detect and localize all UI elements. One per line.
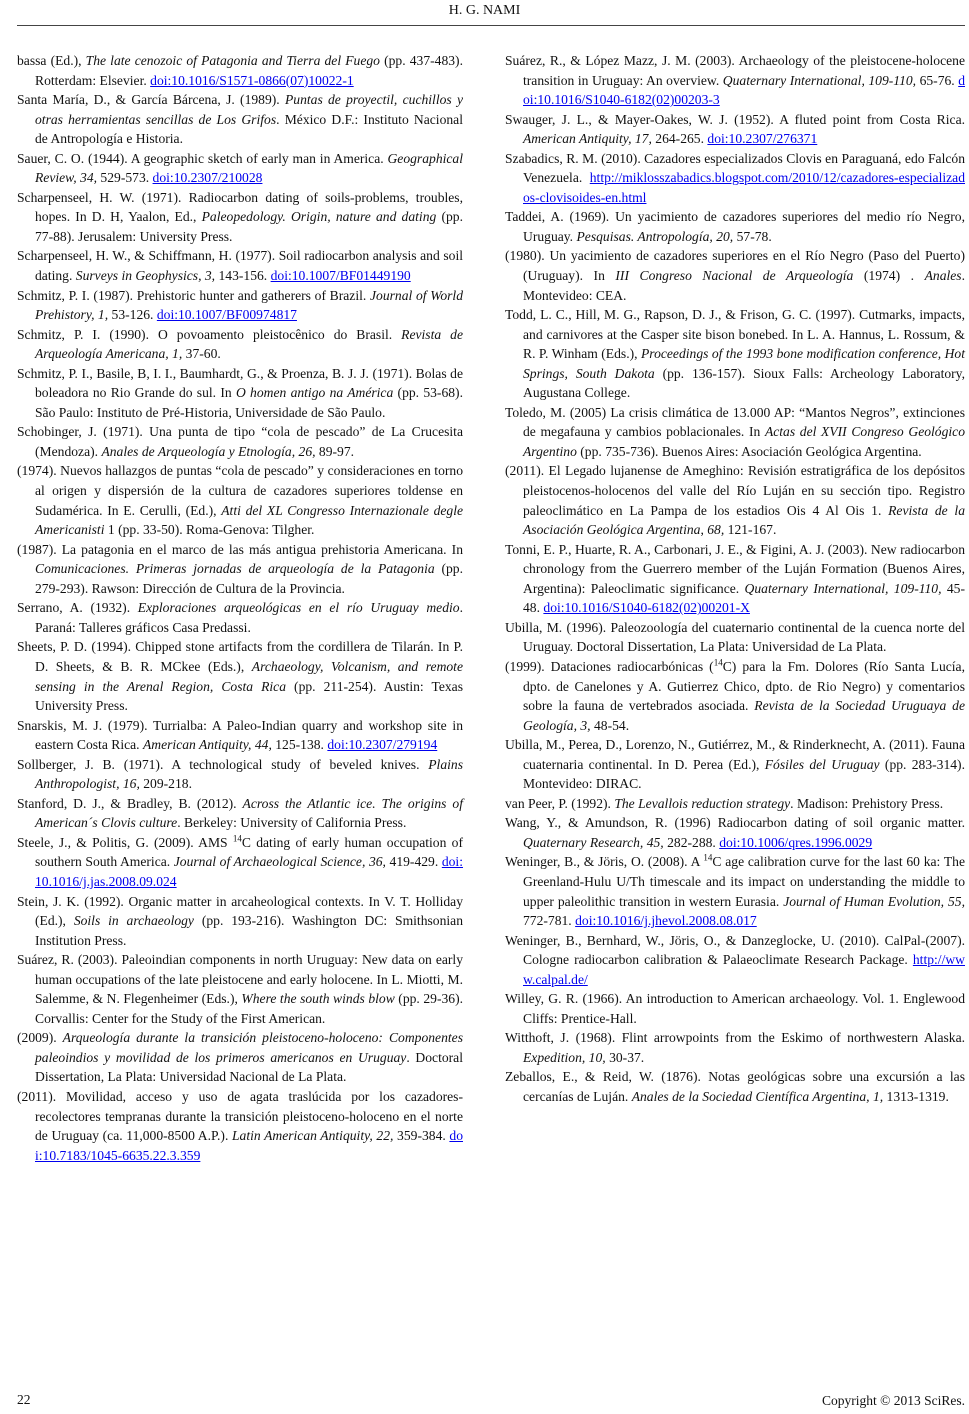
reference-text: 45-48. <box>523 580 965 616</box>
reference-text: . México D.F.: Instituto Nacional de Antropología e Historia. <box>35 111 463 147</box>
reference-title-italic: Revista de Arqueología Americana, 1, <box>35 326 463 362</box>
reference-entry <box>17 950 463 1028</box>
reference-entry <box>17 188 463 247</box>
reference-link[interactable]: http://miklosszabadics.blogspot.com/2010/12/cazadores-especializados-clovisoides-en.html <box>523 170 965 205</box>
reference-title-italic: Plains Anthropologist, 16, <box>35 756 463 792</box>
reference-text: Scharpenseel, H. W., & Schiffmann, H. (1977). Soil radiocarbon analysis and soil dating. <box>17 248 463 284</box>
reference-text: Sheets, P. D. (1994). Chipped stone artifacts from the cordillera de Tilarán. In P. D. Sheets, & B. R. MCkee (Eds.), <box>17 639 463 674</box>
reference-title-italic: Soils in archaeology <box>73 913 194 929</box>
reference-title-italic: Geographical Review, 34, <box>35 150 463 186</box>
reference-text: 121-167. <box>724 522 777 538</box>
reference-entry <box>17 637 463 715</box>
reference-text: bassa (Ed.), <box>17 53 86 68</box>
superscript: 14 <box>703 852 713 863</box>
reference-entry <box>505 852 965 930</box>
reference-text: Witthoft, J. (1968). Flint arrowpoints from the Eskimo of northwestern Alaska. <box>505 1030 965 1046</box>
reference-text: Wang, Y., & Amundson, R. (1996) Radiocarbon dating of soil organic matter. <box>505 815 965 831</box>
reference-text: van Peer, P. (1992). <box>505 795 615 811</box>
reference-title-italic: Actas del XVII Congreso Geológico Argentino <box>523 424 966 459</box>
reference-entry <box>17 716 463 755</box>
reference-text: (1974). Nuevos hallazgos de puntas “cola de pescado” y consideraciones en torno al origen y dispersión de la cultura de cazadores superiores toldense en Sudamérica. In E. Cerulli, (Ed.), <box>17 463 463 518</box>
reference-link[interactable]: http://www.calpal.de/ <box>523 952 965 987</box>
reference-text: Stein, J. K. (1992). Organic matter in arcaheological contexts. In V. T. Holliday (Ed.), <box>17 893 463 929</box>
reference-title-italic: Journal of World Prehistory, 1, <box>35 287 464 323</box>
reference-text: (2011). El Legado lujanense de Ameghino: Revisión estratigráfica de los depósitos pleistocenos-holocenos del valle del Río Luján en su sección tipo. Registro paleoclimático en La Pampa de los estadios Ois 4 Al Ois 1. <box>505 463 965 518</box>
reference-text: (pp. 53-68). São Paulo: Instituto de Pré-Historia, Universidade de São Paulo. <box>35 385 463 420</box>
reference-title-italic: Comunicaciones. Primeras jornadas de arqueología de la Patagonia <box>35 561 435 577</box>
reference-title-italic: O homen antigo na América <box>235 385 394 401</box>
reference-text: C age calibration curve for the last 60 ka: The Greenland-Hulu U/Th timescale and its impact on understanding the middle to upper paleolithic transition in western Eurasia. <box>523 854 965 909</box>
reference-link[interactable]: doi:10.1016/S1040-6182(02)00203-3 <box>523 72 966 108</box>
reference-title-italic: Across the Atlantic ice. The origins of American´s Clovis culture <box>35 795 464 831</box>
reference-entry <box>505 989 965 1028</box>
reference-text: Stanford, D. J., & Bradley, B. (2012). <box>17 795 243 811</box>
reference-entry <box>17 892 463 951</box>
reference-text: Ubilla, M. (1996). Paleozoología del cuaternario continental de la cuenca norte del Uruguay. Doctoral Dissertation, La Plata: Universidad de La Plata. <box>505 619 965 655</box>
reference-text: Snarskis, M. J. (1979). Turrialba: A Paleo-Indian quarry and workshop site in eastern Costa Rica. <box>17 717 463 753</box>
reference-text: Szabadics, R. M. (2010). Cazadores especializados Clovis en Paraguaná, edo Falcón Venezuela. <box>505 150 965 186</box>
reference-entry <box>17 833 463 892</box>
reference-text: (1999). Dataciones radiocarbónicas ( <box>505 658 714 674</box>
reference-title-italic: The late cenozoic of Patagonia and Tierra del Fuego <box>85 53 380 68</box>
reference-text: Toledo, M. (2005) La crisis climática de 13.000 AP: “Mantos Negros”, extinciones de megafauna y cambios poblacionales. In <box>505 404 965 440</box>
reference-link[interactable]: doi:10.1007/BF00974817 <box>156 307 297 323</box>
reference-text: Schmitz, P. I., Basile, B, I. I., Baumhardt, G., & Proenza, B. J. J. (1971). Bolas de boleadora no Rio Grande do sul. In <box>17 365 463 401</box>
reference-text: 48-54. <box>590 717 630 733</box>
reference-title-italic: Arqueología durante la transición pleistoceno-holoceno: Componentes paleoindios y movilidad de los primeros americanos en Uruguay <box>35 1030 463 1065</box>
copyright-notice: Copyright © 2013 SciRes. <box>821 1393 965 1408</box>
reference-title-italic: Where the south winds blow <box>241 991 395 1007</box>
reference-text: (pp. 77-88). Jerusalem: University Press. <box>35 209 463 244</box>
reference-text: (pp. 437-483). Rotterdam: Elsevier. <box>35 53 463 88</box>
reference-title-italic: Pesquisas. Antropología, 20, <box>576 228 734 244</box>
reference-text: 125-138. <box>271 737 328 753</box>
reference-text: Weninger, B., & Jöris, O. (2008). A <box>505 854 704 870</box>
references-right-column <box>505 51 965 1107</box>
reference-text: (2009). <box>17 1030 63 1046</box>
reference-text: 529-573. <box>97 170 153 186</box>
reference-entry <box>17 286 463 325</box>
reference-entry <box>17 755 463 794</box>
reference-entry <box>505 207 965 246</box>
superscript: 14 <box>232 833 242 844</box>
reference-title-italic: Atti del XL Congresso Internazionale degle Americanisti <box>35 502 464 538</box>
reference-entry <box>505 51 965 110</box>
reference-text: . Paraná: Talleres gráficos Casa Predassi. <box>35 600 463 635</box>
reference-text: C) para la Fm. Dolores (Río Santa Lucía, dpto. de Canelones y A. Gutierrez Chico, dpto. de Rio Negro) y comentarios sobre la fauna de vertebrados asociada. <box>523 658 965 714</box>
reference-entry <box>17 246 463 285</box>
page-number: 22 <box>17 1392 31 1407</box>
reference-entry <box>17 794 463 833</box>
reference-text: 264-265. <box>651 131 708 147</box>
reference-entry <box>17 1087 463 1165</box>
reference-text: Schobinger, J. (1971). Una punta de tipo “cola de pescado” de La Crucesita (Mendoza). <box>17 424 463 459</box>
reference-title-italic: Anales <box>924 268 962 284</box>
reference-entry <box>17 598 463 637</box>
reference-link[interactable]: doi:10.1016/S1040-6182(02)00201-X <box>543 600 750 616</box>
reference-text: 65-76. <box>916 72 959 88</box>
reference-text: Schmitz, P. I. (1990). O povoamento pleistocênico do Brasil. <box>17 326 402 342</box>
reference-title-italic: American Antiquity, 44, <box>142 737 272 753</box>
reference-text: 359-384. <box>393 1128 450 1144</box>
reference-title-italic: Expedition, 10, <box>523 1049 606 1065</box>
reference-text: Suárez, R., & López Mazz, J. M. (2003). Archaeology of the pleistocene-holocene transition in Uruguay: An overview. <box>505 53 965 88</box>
reference-entry <box>17 1028 463 1087</box>
reference-text: Tonni, E. P., Huarte, R. A., Carbonari, J. E., & Figini, A. J. (2003). New radiocarbon chronology from the Guerrero member of the Luján Formation (Buenos Aires, Argentina): Paleoclimatic significance. <box>505 541 965 596</box>
reference-text: (1980). Un yacimiento de cazadores superiores en el Río Negro (Paso del Puerto) (Uruguay). In <box>505 248 965 284</box>
reference-text: 282-288. <box>663 834 720 850</box>
reference-text: . Montevideo: CEA. <box>523 268 965 303</box>
reference-text: Ubilla, M., Perea, D., Lorenzo, N., Gutiérrez, M., & Rinderknecht, A. (2011). Fauna cuaternaria continental. In D. Perea (Ed.), <box>505 737 965 772</box>
reference-title-italic: Revista de la Sociedad Uruguaya de Geología, 3, <box>523 698 966 733</box>
reference-text: , <box>700 522 708 538</box>
header-divider <box>17 25 965 26</box>
reference-entry <box>505 735 965 794</box>
reference-entry <box>505 246 965 305</box>
reference-text: Serrano, A. (1932). <box>17 600 138 616</box>
reference-title-italic: Archaeology, Volcanism, and remote sensing in the Arenal Region, Costa Rica <box>35 658 463 694</box>
reference-title-italic: 68, <box>707 522 725 538</box>
reference-title-italic: Revista de la Asociación Geológica Argentina <box>523 502 965 538</box>
reference-text: 57-78. <box>733 228 772 244</box>
reference-text: (pp. 29-36). Corvallis: Center for the Study of the First American. <box>35 991 463 1026</box>
reference-entry <box>505 461 965 539</box>
reference-entry <box>17 364 463 423</box>
running-head: H. G. NAMI <box>448 3 521 18</box>
reference-title-italic: Quaternary International, 109-110, <box>722 72 917 88</box>
reference-text: (pp. 283-314). Montevideo: DIRAC. <box>523 756 965 792</box>
reference-text: Zeballos, E., & Reid, W. (1876). Notas geológicas sobre una excursión a las cercanías de Luján. <box>505 1069 965 1104</box>
reference-title-italic: Puntas de proyectil, cuchillos y otras herramientas sencillas de Los Grifos <box>35 92 464 127</box>
reference-text: 53-126. <box>108 307 157 323</box>
reference-entry <box>505 305 965 403</box>
reference-entry <box>17 149 463 188</box>
reference-title-italic: American Antiquity, 17, <box>523 131 652 147</box>
reference-text: . Doctoral Dissertation, La Plata: Universidad Nacional de La Plata. <box>35 1049 463 1085</box>
reference-link[interactable]: doi:10.2307/279194 <box>327 737 438 753</box>
reference-text: 1 (pp. 33-50). Roma-Genova: Tilgher. <box>104 522 315 538</box>
reference-entry <box>505 110 965 149</box>
reference-text: Sauer, C. O. (1944). A geographic sketch of early man in America. <box>17 150 388 166</box>
reference-entry <box>17 422 463 461</box>
reference-text: (pp. 193-216). Washington DC: Smithsonian Institution Press. <box>35 913 463 948</box>
reference-text: Willey, G. R. (1966). An introduction to American archaeology. Vol. 1. Englewood Cliffs: Prentice-Hall. <box>505 991 965 1026</box>
reference-link[interactable]: doi:10.1016/j.jas.2008.09.024 <box>35 854 463 889</box>
reference-title-italic: Latin American Antiquity, 22, <box>231 1128 394 1144</box>
reference-entry <box>505 149 965 208</box>
reference-text: (1987). La patagonia en el marco de las más antigua prehistoria Americana. In <box>17 541 463 557</box>
reference-entry <box>17 325 463 364</box>
reference-text: 419-429. <box>385 854 442 870</box>
reference-text: Scharpenseel, H. W. (1971). Radiocarbon dating of soils-problems, troubles, hopes. In D. H, Yaalon, Ed., <box>17 189 463 225</box>
reference-link[interactable]: doi:10.1016/j.jhevol.2008.08.017 <box>575 913 757 929</box>
references-left-column <box>17 51 463 1165</box>
reference-text: (pp. 136-157). Sioux Falls: Archeology Laboratory, Augustana College. <box>523 365 965 401</box>
reference-text: 30-37. <box>605 1049 645 1065</box>
reference-entry <box>17 51 463 90</box>
reference-link[interactable]: doi:10.1007/BF01449190 <box>270 268 411 284</box>
reference-title-italic: III Congreso Nacional de Arqueología <box>615 268 854 284</box>
reference-text: 772-781. <box>523 913 576 929</box>
reference-entry <box>505 1067 965 1106</box>
reference-text: (pp. 211-254). Austin: Texas University Press. <box>35 678 463 714</box>
reference-title-italic: Anales de Arqueología y Etnología, 26, <box>101 443 316 459</box>
superscript: 14 <box>713 657 723 668</box>
reference-entry <box>505 813 965 852</box>
reference-text: Schmitz, P. I. (1987). Prehistoric hunter and gatherers of Brazil. <box>17 287 370 303</box>
reference-title-italic: Anales de la Sociedad Científica Argentina, 1, <box>631 1088 884 1104</box>
reference-text: (pp. 279-293). Rawson: Dirección de Cultura de la Provincia. <box>35 561 463 596</box>
reference-entry <box>17 90 463 149</box>
reference-entry <box>17 540 463 599</box>
reference-title-italic: Paleopedology. Origin, nature and dating <box>201 209 437 225</box>
reference-text: 89-97. <box>315 443 355 459</box>
reference-text: Suárez, R. (2003). Paleoindian components in north Uruguay: New data on early human occupations of the late pleistocene and early holocene. In L. Miotti, M. Salemme, & N. Flegenheimer (Eds.), <box>17 952 463 1007</box>
reference-link[interactable]: doi:10.1016/S1571-0866(07)10022-1 <box>150 72 354 88</box>
reference-text: Swauger, J. L., & Mayer-Oakes, W. J. (1952). A fluted point from Costa Rica. <box>505 111 965 127</box>
reference-entry <box>505 540 965 618</box>
reference-title-italic: Quaternary Research, 45, <box>523 834 664 850</box>
reference-text: Steele, J., & Politis, G. (2009). AMS <box>17 834 233 850</box>
reference-text: Weninger, B., Bernhard, W., Jöris, O., & Danzeglocke, U. (2010). CalPal-(2007). Cologne radiocarbon calibration & Palaeoclimate Research Package. <box>505 932 965 968</box>
reference-text: Taddei, A. (1969). Un yacimiento de cazadores superiores del medio río Negro, Uruguay. <box>505 209 965 244</box>
reference-text: 143-156. <box>215 268 271 284</box>
reference-title-italic: Surveys in Geophysics, 3, <box>75 268 216 284</box>
reference-text: Sollberger, J. B. (1971). A technological study of beveled knives. <box>17 756 429 772</box>
reference-text: (2011). Movilidad, acceso y uso de agata traslúcida por los cazadores-recolectores tempranas durante la transición pleistoceno-holoceno en el norte de Uruguay (ca. 11,000-8500 A.P.). <box>17 1088 463 1144</box>
reference-title-italic: Proceedings of the 1993 bone modification conference, Hot Springs, South Dakota <box>523 346 965 381</box>
reference-title-italic: The Levallois reduction strategy <box>614 795 791 811</box>
reference-link[interactable]: doi:10.1006/qres.1996.0029 <box>719 834 873 850</box>
reference-entry <box>17 461 463 539</box>
reference-title-italic: Journal of Archaeological Science, 36, <box>173 854 386 870</box>
reference-link[interactable]: doi:10.7183/1045-6635.22.3.359 <box>35 1128 463 1163</box>
reference-title-italic: Fósiles del Uruguay <box>764 756 880 772</box>
reference-text: 209-218. <box>139 776 192 792</box>
reference-entry <box>505 931 965 990</box>
reference-entry <box>505 403 965 462</box>
reference-entry <box>505 794 965 814</box>
reference-title-italic: Quaternary International, 109-110, <box>744 580 942 596</box>
reference-title-italic: Exploraciones arqueológicas en el río Uruguay medio <box>137 600 460 616</box>
reference-title-italic: Journal of Human Evolution, 55, <box>783 893 965 909</box>
reference-text: . Berkeley: University of California Press. <box>177 815 407 831</box>
reference-entry <box>505 657 965 735</box>
reference-text: C dating of early human occupation of southern South America. <box>35 834 463 870</box>
reference-text: (pp. 735-736). Buenos Aires: Asociación Geológica Argentina. <box>576 443 922 459</box>
reference-link[interactable]: doi:10.2307/210028 <box>152 170 263 186</box>
reference-text: 1313-1319. <box>883 1088 949 1104</box>
reference-text: . Madison: Prehistory Press. <box>790 795 944 811</box>
reference-text: (1974) . <box>853 268 925 284</box>
reference-entry <box>505 1028 965 1067</box>
reference-text: Todd, L. C., Hill, M. G., Rapson, D. J., & Frison, G. C. (1997). Cutmarks, impacts, and carnivores at the Casper site bison bonebed. In L. A. Hannus, L. Rossum, & R. P. Winham (Eds.), <box>505 307 965 362</box>
reference-text: Santa María, D., & García Bárcena, J. (1989). <box>17 92 285 108</box>
reference-text: 37-60. <box>182 346 221 362</box>
reference-link[interactable]: doi:10.2307/276371 <box>707 131 818 147</box>
reference-entry <box>505 618 965 657</box>
